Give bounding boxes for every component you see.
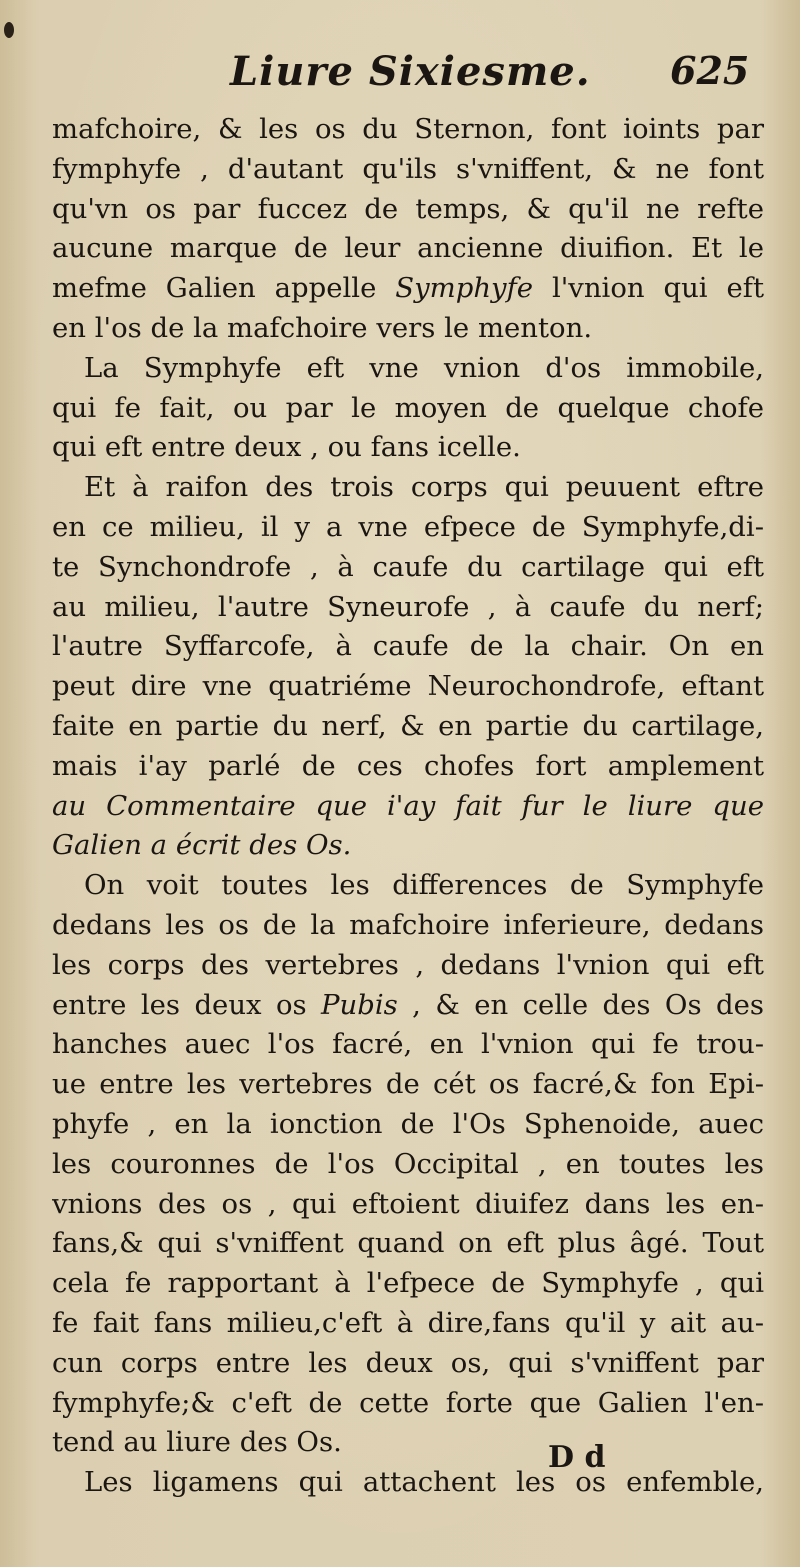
running-title: Liure Sixiesme. <box>230 48 591 95</box>
text-line: peut dire vne quatriéme Neurochondrofe, eftant <box>52 670 764 703</box>
body-text <box>52 110 764 1503</box>
text-line: cela fe rapportant à l'efpece de Symphyfe , qui <box>52 1267 764 1300</box>
text-line: Et à raifon des trois corps qui peuuent eftre <box>84 471 764 504</box>
text-line: aucune marque de leur ancienne diuifion. Et le <box>52 232 764 265</box>
text-fragment: , & en celle des Os des <box>412 988 764 1021</box>
signature-mark: D d <box>548 1440 606 1475</box>
text-line: fymphyfe;& c'eft de cette forte que Galien l'en- <box>52 1386 764 1419</box>
text-line: en ce milieu, il y a vne efpece de Symphyfe,di- <box>52 510 764 543</box>
text-line: l'autre Syffarcofe, à caufe de la chair. On en <box>52 630 764 663</box>
text-line: les corps des vertebres , dedans l'vnion qui eft <box>52 948 764 981</box>
text-line: fymphyfe , d'autant qu'ils s'vniffent, & ne font <box>52 152 764 185</box>
text-line: te Synchondrofe , à caufe du cartilage qui eft <box>52 550 764 583</box>
text-line: qui eft entre deux , ou fans icelle. <box>52 431 521 464</box>
text-fragment: mefme Galien appelle <box>52 272 377 305</box>
text-line: fans,& qui s'vniffent quand on eft plus âgé. Tout <box>52 1227 764 1260</box>
text-line <box>52 269 764 309</box>
text-line: La Symphyfe eft vne vnion d'os immobile, <box>84 351 764 384</box>
page-number: 625 <box>670 48 750 93</box>
text-line: qu'vn os par fuccez de temps, & qu'il ne refte <box>52 192 764 225</box>
text-line <box>52 986 764 1026</box>
text-line: au milieu, l'autre Syneurofe , à caufe du nerf; <box>52 590 764 623</box>
text-line: fe fait fans milieu,c'eft à dire,fans qu'il y ait au- <box>52 1306 764 1339</box>
text-line: mafchoire, & les os du Sternon, font ioints par <box>52 113 764 145</box>
italic-citation-line: Galien a écrit des Os. <box>52 829 352 862</box>
text-line: ue entre les vertebres de cét os facré,& fon Epi- <box>52 1068 764 1101</box>
text-line: On voit toutes les differences de Symphyfe <box>84 869 764 902</box>
italic-citation-line: au Commentaire que i'ay fait fur le liure que <box>52 789 764 822</box>
page-edge-mark <box>4 22 14 38</box>
text-line: qui fe fait, ou par le moyen de quelque chofe <box>52 391 764 424</box>
text-line: les couronnes de l'os Occipital , en toutes les <box>52 1147 764 1180</box>
text-line: vnions des os , qui eftoient diuifez dans les en- <box>52 1187 764 1220</box>
text-line: cun corps entre les deux os, qui s'vniffent par <box>52 1346 764 1379</box>
text-line: phyfe , en la ionction de l'Os Sphenoide, auec <box>52 1107 764 1140</box>
text-line: faite en partie du nerf, & en partie du cartilage, <box>52 709 764 742</box>
text-fragment: l'vnion qui eft <box>551 272 764 305</box>
text-line: Les ligamens qui attachent les os enfemble, <box>84 1466 764 1499</box>
text-line: hanches auec l'os facré, en l'vnion qui fe trou- <box>52 1028 764 1061</box>
text-line: tend au liure des Os. <box>52 1426 342 1459</box>
text-fragment: entre les deux os <box>52 988 307 1021</box>
text-line: en l'os de la mafchoire vers le menton. <box>52 311 593 344</box>
italic-term-pubis: Pubis <box>321 988 398 1021</box>
text-line: mais i'ay parlé de ces chofes fort amplement <box>52 749 764 782</box>
running-head <box>50 44 790 104</box>
text-line: dedans les os de la mafchoire inferieure, dedans <box>52 908 764 941</box>
italic-term-symphyse: Symphyfe <box>395 272 534 305</box>
